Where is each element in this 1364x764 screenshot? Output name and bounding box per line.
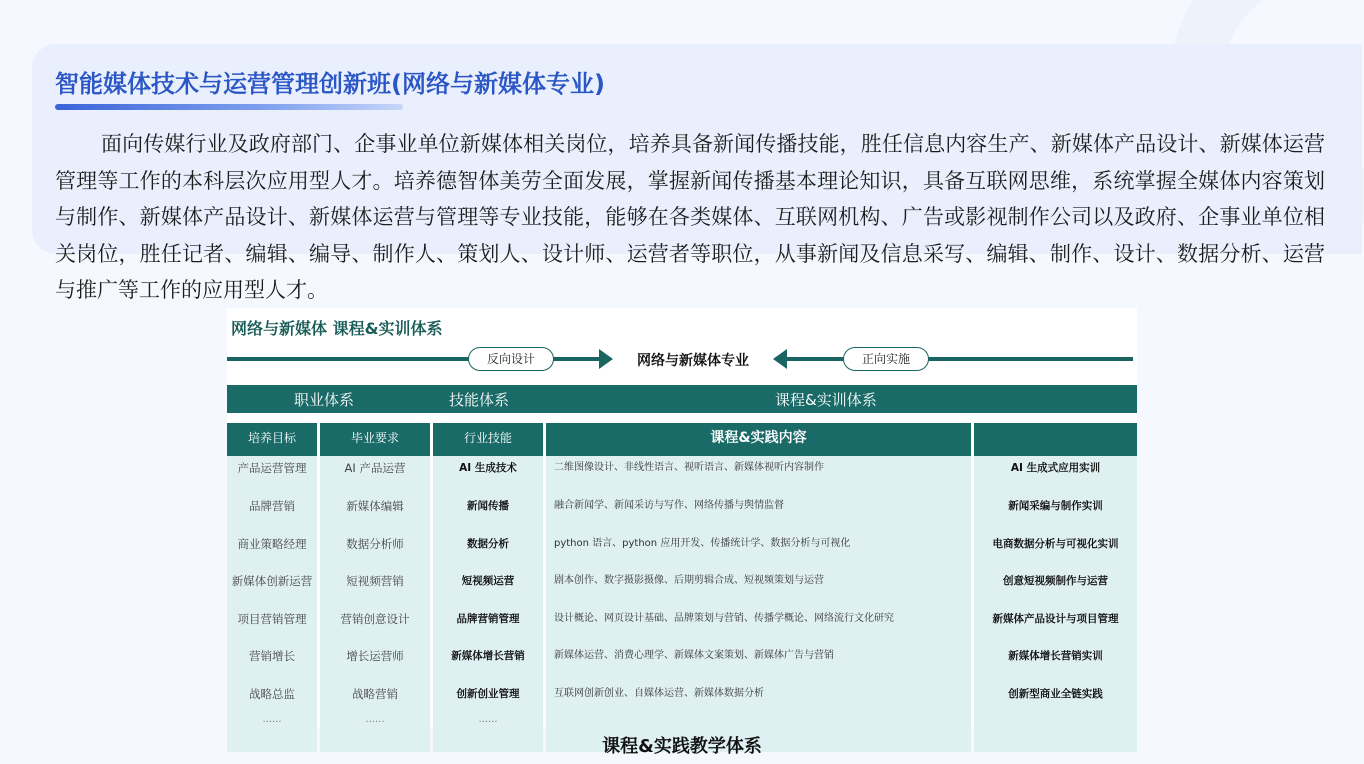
title-underline <box>55 104 403 110</box>
major-label: 网络与新媒体专业 <box>637 353 749 369</box>
cell-course: 设计概论、网页设计基础、品牌策划与营销、传播学概论、网络流行文化研究 <box>554 613 894 624</box>
cell-goal: 产品运营管理 <box>237 461 307 475</box>
ellipsis-cell: ...... <box>365 714 385 725</box>
header-skill: 行业技能 <box>433 423 543 456</box>
cell-req: 数据分析师 <box>346 537 404 551</box>
cell-course: 互联网创新创业、自媒体运营、新媒体数据分析 <box>554 688 764 699</box>
cell-course: 新媒体运营、消费心理学、新媒体文案策划、新媒体广告与营销 <box>554 650 834 661</box>
cell-goal: 商业策略经理 <box>237 537 307 551</box>
table-row <box>227 646 1137 666</box>
table-row <box>227 684 1137 704</box>
cell-train: 电商数据分析与可视化实训 <box>992 538 1119 550</box>
cell-goal: 战略总监 <box>249 687 295 701</box>
cell-course: 剧本创作、数字摄影摄像、后期剪辑合成、短视频策划与运营 <box>554 575 824 586</box>
cell-skill: AI 生成技术 <box>459 462 517 474</box>
band-course: 课程&实训体系 <box>775 391 877 409</box>
cell-goal: 营销增长 <box>249 649 295 663</box>
page-title: 智能媒体技术与运营管理创新班(网络与新媒体专业) <box>55 70 605 98</box>
diagram-title: 网络与新媒体 课程&实训体系 <box>231 319 443 338</box>
cell-train: AI 生成式应用实训 <box>1010 462 1101 474</box>
cell-req: 营销创意设计 <box>340 612 410 626</box>
cell-req: 短视频营销 <box>346 574 404 588</box>
cell-goal: 新媒体创新运营 <box>231 574 313 588</box>
table-row <box>227 534 1137 554</box>
system-header-band <box>227 385 1137 413</box>
table-row <box>227 458 1137 478</box>
cell-skill: 新闻传播 <box>467 500 509 512</box>
cell-train: 创新型商业全链实践 <box>1008 688 1103 700</box>
reverse-design-pill: 反向设计 <box>468 347 554 371</box>
header-content: 课程&实践内容 <box>546 423 971 456</box>
cell-skill: 短视频运营 <box>461 575 515 587</box>
table-row <box>227 571 1137 591</box>
table-row-ellipsis <box>227 710 1137 730</box>
table-body <box>227 456 1137 752</box>
ellipsis-cell: ...... <box>478 714 498 725</box>
cell-train: 新闻采编与制作实训 <box>1008 500 1103 512</box>
cell-skill: 创新创业管理 <box>456 688 520 700</box>
cell-goal: 品牌营销 <box>249 499 295 513</box>
intro-paragraph: 面向传媒行业及政府部门、企事业单位新媒体相关岗位，培养具备新闻传播技能，胜任信息内容生产、新媒体产品设计、新媒体运营管理等工作的本科层次应用型人才。培养德智体美劳全面发展，掌握新闻传播基本理论知识，具备互联网思维，系统掌握全媒体内容策划与制作、新媒体产品设计、新媒体运营与管理等专业技能，能够在各类媒体、互联网机构、广告或影视制作公司以及政府、企事业单位相关岗位，胜任记者、编辑、编导、制作人、策划人、设计师、运营者等职位，从事新闻及信息采写、编辑、制作、设计、数据分析、运营与推广等工作的应用型人才。 <box>55 132 1325 302</box>
cell-course: 二维图像设计、非线性语言、视听语言、新媒体视听内容制作 <box>554 462 824 473</box>
cell-skill: 数据分析 <box>467 538 509 550</box>
curriculum-diagram <box>227 308 1137 728</box>
table-row <box>227 609 1137 629</box>
band-career: 职业体系 <box>294 391 355 409</box>
forward-implement-pill: 正向实施 <box>843 347 929 371</box>
design-flow-bar <box>227 345 1137 373</box>
table-row <box>227 496 1137 516</box>
ellipsis-cell: ...... <box>262 714 282 725</box>
cell-req: AI 产品运营 <box>344 461 406 475</box>
header-goal: 培养目标 <box>227 423 317 456</box>
cell-train: 新媒体增长营销实训 <box>1008 650 1103 662</box>
cell-req: 新媒体编辑 <box>346 499 404 513</box>
cell-course: python 语言、python 应用开发、传播统计学、数据分析与可视化 <box>554 538 851 549</box>
flow-line-right <box>783 357 1133 361</box>
cell-train: 创意短视频制作与运营 <box>1003 575 1108 587</box>
curriculum-table <box>227 423 1137 752</box>
diagram-caption: 课程&实践教学体系 <box>602 736 762 757</box>
cell-goal: 项目营销管理 <box>237 612 307 626</box>
header-req: 毕业要求 <box>320 423 430 456</box>
cell-course: 融合新闻学、新闻采访与写作、网络传播与舆情监督 <box>554 500 784 511</box>
cell-train: 新媒体产品设计与项目管理 <box>992 613 1119 625</box>
band-skill: 技能体系 <box>449 391 510 409</box>
header-train <box>974 423 1137 456</box>
table-header-row <box>227 423 1137 456</box>
cell-req: 战略营销 <box>352 687 398 701</box>
arrow-right-icon <box>599 349 613 369</box>
cell-skill: 品牌营销管理 <box>456 613 520 625</box>
cell-req: 增长运营师 <box>346 649 404 663</box>
cell-skill: 新媒体增长营销 <box>451 650 525 662</box>
